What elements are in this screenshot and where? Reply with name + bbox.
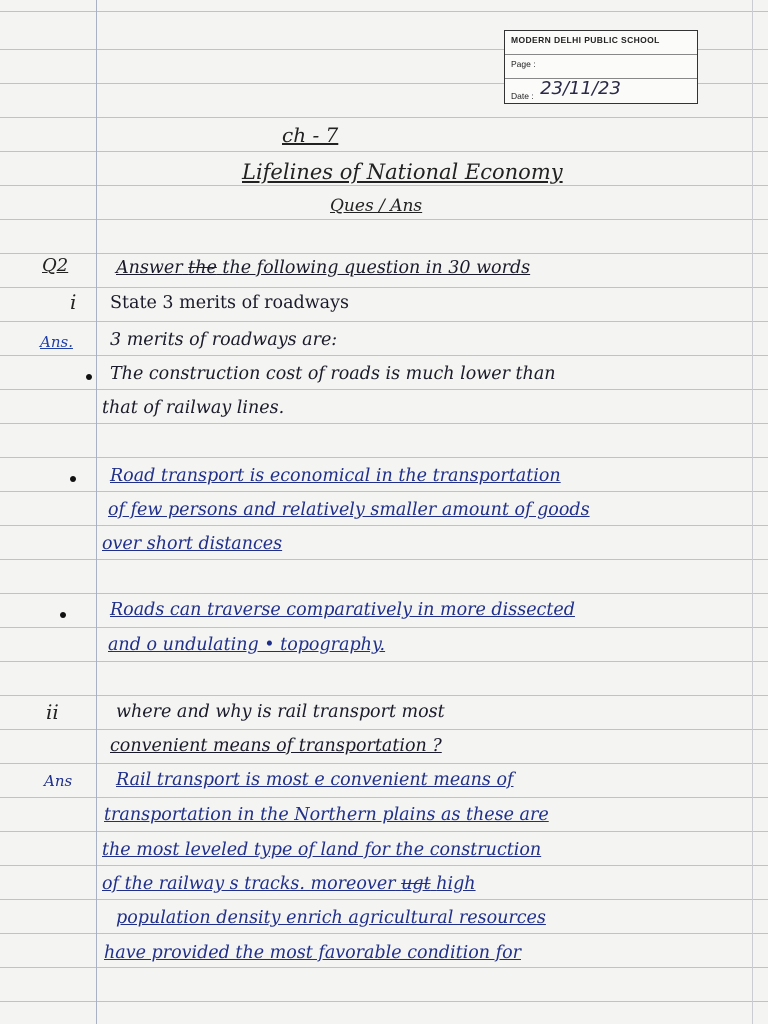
part-ii-answer-line-5: population density enrich agricultural resources xyxy=(116,908,546,928)
instruction-prefix: Answer xyxy=(116,258,183,278)
question-instruction xyxy=(116,258,530,278)
answer-line-4-struck-word: ugt xyxy=(401,874,431,894)
part-ii-answer-line-4 xyxy=(102,874,476,894)
margin-line-right-edge xyxy=(752,0,753,1024)
margin-line-left xyxy=(96,0,97,1024)
part-ii-answer-label: Ans xyxy=(44,772,73,790)
part-ii-answer-line-1: Rail transport is most e convenient means of xyxy=(116,770,514,790)
date-field xyxy=(505,79,697,103)
answer-line-4-trailing-word: high xyxy=(436,874,476,894)
school-header-box xyxy=(504,30,698,104)
chapter-number: ch - 7 xyxy=(282,123,339,147)
answer-line-4-text: of the railway s tracks. moreover xyxy=(102,874,396,894)
instruction-struck-word: the xyxy=(188,258,217,278)
bullet-2 xyxy=(70,476,76,482)
bullet-1 xyxy=(86,374,92,380)
date-label: Date : xyxy=(511,91,534,101)
instruction-rest: the following question in 30 words xyxy=(222,258,531,278)
part-ii-answer-line-2: transportation in the Northern plains as these are xyxy=(104,805,549,825)
part-i-answer-label: Ans. xyxy=(40,333,73,351)
chapter-title: Lifelines of National Economy xyxy=(242,160,563,184)
school-name: MODERN DELHI PUBLIC SCHOOL xyxy=(505,31,697,55)
point-1-line-1: The construction cost of roads is much lower than xyxy=(110,364,556,384)
point-2-line-2: of few persons and relatively smaller amount of goods xyxy=(108,500,590,520)
point-3-line-2: and o undulating • topography. xyxy=(108,635,386,655)
date-value: 23/11/23 xyxy=(540,78,621,99)
point-3-line-1: Roads can traverse comparatively in more dissected xyxy=(110,600,575,620)
chapter-subtitle: Ques / Ans xyxy=(330,196,423,216)
page-label: Page : xyxy=(511,59,536,69)
part-ii-answer-line-6: have provided the most favorable condition for xyxy=(104,943,521,963)
point-2-line-1: Road transport is economical in the transportation xyxy=(110,466,561,486)
part-ii-question-line-2: convenient means of transportation ? xyxy=(110,736,442,756)
part-i-question: State 3 merits of roadways xyxy=(110,293,349,313)
question-number: Q2 xyxy=(42,255,69,276)
bullet-3 xyxy=(60,612,66,618)
point-2-line-3: over short distances xyxy=(102,534,283,554)
part-ii-answer-line-3: the most leveled type of land for the construction xyxy=(102,840,542,860)
part-ii-question-line-1: where and why is rail transport most xyxy=(116,702,445,722)
page-field xyxy=(505,55,697,79)
point-1-line-2: that of railway lines. xyxy=(102,398,285,418)
part-i-numeral: i xyxy=(70,290,77,314)
part-i-intro: 3 merits of roadways are: xyxy=(110,330,338,350)
part-ii-numeral: ii xyxy=(46,700,59,724)
